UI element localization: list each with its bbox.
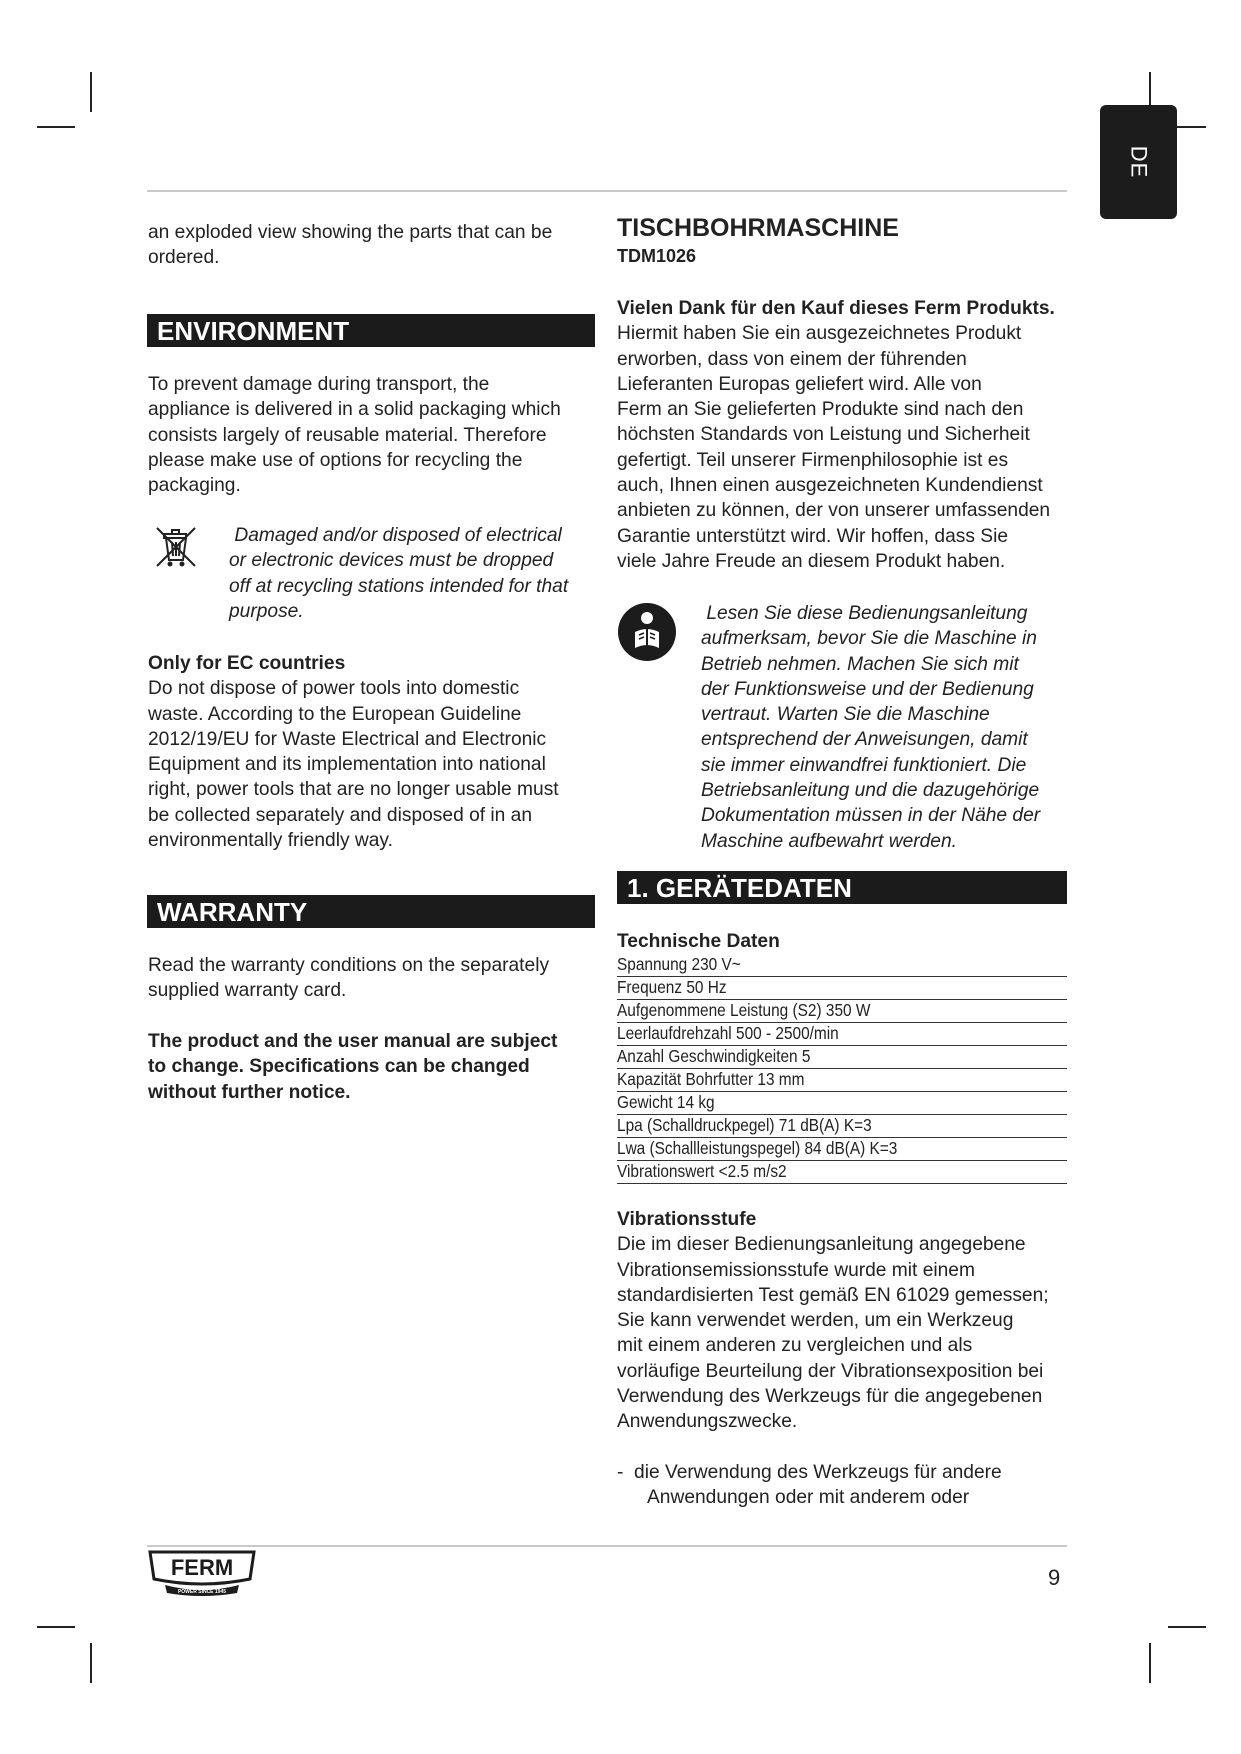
footer-rule <box>147 1545 1067 1547</box>
crop-mark <box>1149 1643 1151 1683</box>
read-manual-note: Lesen Sie diese Bedienungsanleitung aufmerksam, bevor Sie die Maschine in Betrieb nehmen. Machen Sie sich mit der Funktionsweise und der Bedienung vertraut. Warten Sie die Maschine entsprechend der Anweisungen, damit sie immer einwandfrei funktioniert. Die Betriebsanleitung und die dazugehörige Dokumentation müssen in der Nähe der Maschine aufbewahrt werden. <box>701 603 1041 852</box>
crossed-bin-icon <box>153 524 199 575</box>
spec-row: Gewicht 14 kg <box>617 1092 1067 1115</box>
crop-mark <box>1168 1626 1206 1628</box>
spec-row: Frequenz 50 Hz <box>617 977 1067 1000</box>
vibration-section: Vibrationsstufe Die im dieser Bedienungsanleitung angegebene Vibrationsemissionsstufe wurde mit einem standardisierten Test gemäß EN 61029 gemessen; Sie kann verwendet werden, um ein Werkzeug mit einem anderen zu vergleichen und als vorläufige Beurteilung der Vibrationsexposition bei Verwendung des Werkzeugs für die angegebenen Anwendungszwecke. <box>617 1207 1087 1435</box>
product-model: TDM1026 <box>617 246 697 266</box>
crop-mark <box>90 72 92 112</box>
header-rule <box>147 190 1067 192</box>
page-number: 9 <box>1048 1565 1061 1590</box>
ferm-logo <box>147 1549 257 1602</box>
ec-countries-block: Only for EC countries Do not dispose of power tools into domestic waste. According to the European Guideline 2012/19/EU for Waste Electrical and Electronic Equipment and its implementation into national right, power tools that are no longer usable must be collected separately and disposed of in an environmentally friendly way. <box>148 651 598 853</box>
warranty-heading: WARRANTY <box>147 895 595 928</box>
language-label: DE <box>1126 145 1152 179</box>
environment-paragraph: To prevent damage during transport, the appliance is delivered in a solid packaging which consists largely of reusable material. Therefore please make use of options for recycling the packaging. <box>148 374 561 497</box>
left-intro: an exploded view showing the parts that can be ordered. <box>148 222 553 269</box>
ec-heading: Only for EC countries <box>148 653 346 674</box>
warranty-paragraph: Read the warranty conditions on the separately supplied warranty card. <box>148 955 550 1002</box>
vibration-heading: Vibrationsstufe <box>617 1209 757 1230</box>
spec-row: Spannung 230 V~ <box>617 954 1067 977</box>
spec-row: Kapazität Bohrfutter 13 mm <box>617 1069 1067 1092</box>
spec-row: Aufgenommene Leistung (S2) 350 W <box>617 1000 1067 1023</box>
geraetedaten-heading: 1. GERÄTEDATEN <box>617 871 1067 904</box>
change-notice: The product and the user manual are subject to change. Specifications can be changed without further notice. <box>148 1031 558 1103</box>
logo-tagline: POWER SINCE 1945 <box>177 1589 227 1595</box>
spec-row: Leerlaufdrehzahl 500 - 2500/min <box>617 1023 1067 1046</box>
product-title-block <box>617 213 1067 269</box>
crop-mark <box>37 126 75 128</box>
language-tab <box>1100 105 1177 219</box>
thanks-line: Vielen Dank für den Kauf dieses Ferm Produkts. <box>617 298 1055 319</box>
intro-paragraph: Vielen Dank für den Kauf dieses Ferm Produkts. Hiermit haben Sie ein ausgezeichnetes Produkt erworben, dass von einem der führenden Lieferanten Europas geliefert wird. Alle von Ferm an Sie gelieferten Produkte sind nach den höchsten Standards von Leistung und Sicherheit gefertigt. Teil unserer Firmenphilosophie ist es auch, Ihnen einen ausgezeichneten Kundendienst anbieten zu können, der von unserer umfassenden Garantie unterstützt wird. Wir hoffen, dass Sie viele Jahre Freude an diesem Produkt haben. <box>617 296 1077 574</box>
logo-text: FERM <box>170 1555 234 1580</box>
environment-heading: ENVIRONMENT <box>147 314 595 347</box>
spec-row: Lpa (Schalldruckpegel) 71 dB(A) K=3 <box>617 1115 1067 1138</box>
vibration-bullet: - die Verwendung des Werkzeugs für andere Anwendungen oder mit anderem oder <box>617 1462 1002 1509</box>
read-manual-icon <box>617 602 677 667</box>
crop-mark <box>90 1643 92 1683</box>
product-title: TISCHBOHRMASCHINE <box>617 214 899 242</box>
spec-row: Vibrationswert <2.5 m/s2 <box>617 1161 1067 1184</box>
tech-data-heading: Technische Daten <box>617 931 780 952</box>
spec-row: Anzahl Geschwindigkeiten 5 <box>617 1046 1067 1069</box>
crop-mark <box>37 1626 75 1628</box>
weee-note: Damaged and/or disposed of electrical or electronic devices must be dropped off at recycling stations intended for that purpose. <box>229 525 569 622</box>
spec-row: Lwa (Schallleistungspegel) 84 dB(A) K=3 <box>617 1138 1067 1161</box>
